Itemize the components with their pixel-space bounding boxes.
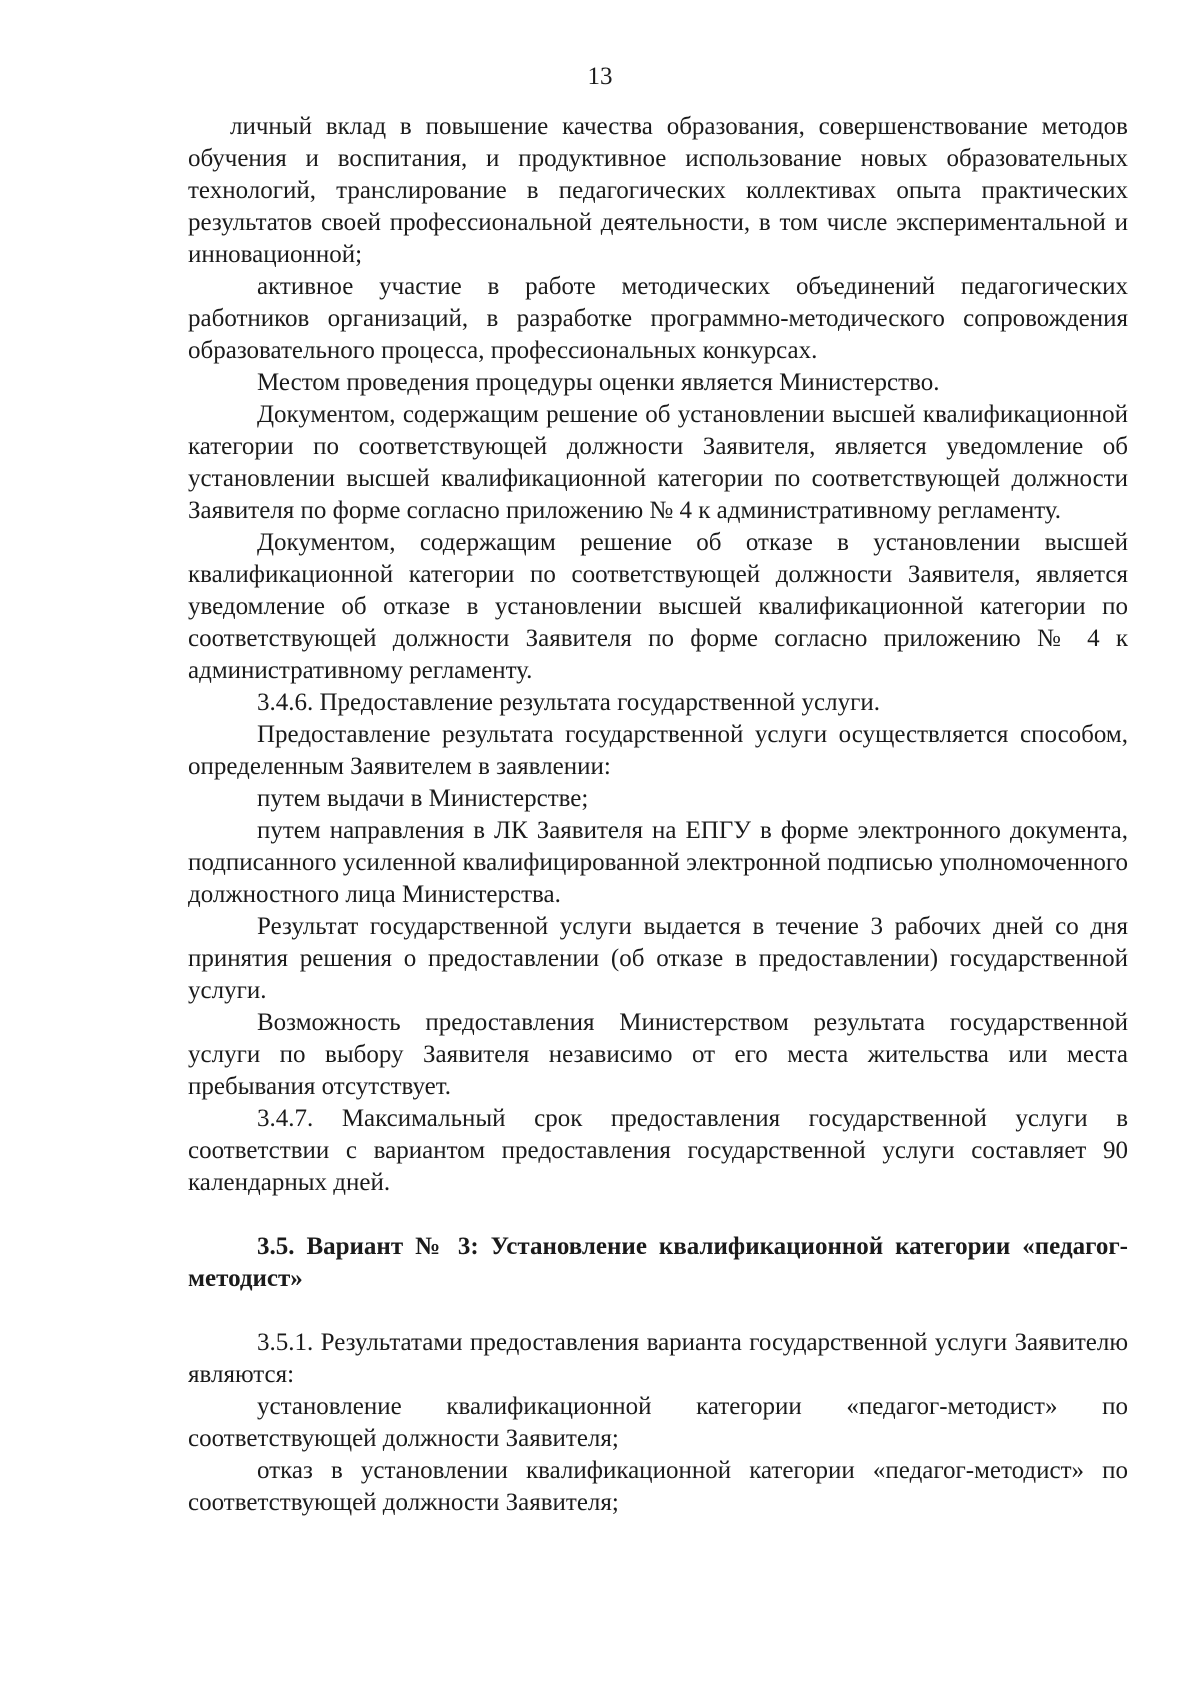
document-body: [188, 111, 1128, 1519]
paragraph: Возможность предоставления Министерством результата государственной услуги по выбору Заявителя независимо от его места жительства или места пребывания отсутствует.: [188, 1009, 1128, 1100]
paragraph: Документом, содержащим решение об установлении высшей квалификационной категории по соответствующей должности Заявителя, является уведомление об установлении высшей квалификационной категории по соответствующей должности Заявителя по форме согласно приложению № 4 к административному регламенту.: [188, 401, 1128, 524]
paragraph: активное участие в работе методических объединений педагогических работников организаций, в разработке программно-методического сопровождения образовательного процесса, профессиональных конкурсах.: [188, 273, 1128, 364]
paragraph: Документом, содержащим решение об отказе в установлении высшей квалификационной категории по соответствующей должности Заявителя, является уведомление об отказе в установлении высшей квалификационной категории по соответствующей должности Заявителя по форме согласно приложению № 4 к административному регламенту.: [188, 529, 1128, 684]
paragraph: 3.5.1. Результатами предоставления варианта государственной услуги Заявителю являются:: [188, 1329, 1128, 1388]
paragraph: Местом проведения процедуры оценки является Министерство.: [257, 369, 940, 396]
paragraph: личный вклад в повышение качества образования, совершенствование методов обучения и воспитания, и продуктивное использование новых образовательных технологий, транслирование в педагогических коллективах опыта практических результатов своей профессиональной деятельности, в том числе экспериментальной и инновационной;: [188, 113, 1128, 268]
paragraph: путем направления в ЛК Заявителя на ЕПГУ в форме электронного документа, подписанного усиленной квалифицированной электронной подписью уполномоченного должностного лица Министерства.: [188, 817, 1128, 908]
paragraph: установление квалификационной категории «педагог-методист» по соответствующей должности Заявителя;: [188, 1393, 1128, 1452]
page-number: 13: [587, 63, 613, 90]
paragraph: отказ в установлении квалификационной категории «педагог-методист» по соответствующей должности Заявителя;: [188, 1457, 1128, 1516]
paragraph: Предоставление результата государственной услуги осуществляется способом, определенным Заявителем в заявлении:: [188, 721, 1128, 780]
paragraph: 3.4.6. Предоставление результата государственной услуги.: [257, 689, 880, 716]
paragraph: Результат государственной услуги выдается в течение 3 рабочих дней со дня принятия решения о предоставлении (об отказе в предоставлении) государственной услуги.: [188, 913, 1128, 1004]
section-heading: 3.5. Вариант № 3: Установление квалификационной категории «педагог-методист»: [188, 1233, 1128, 1292]
paragraph: 3.4.7. Максимальный срок предоставления государственной услуги в соответствии с вариантом предоставления государственной услуги составляет 90 календарных дней.: [188, 1105, 1128, 1196]
paragraph: путем выдачи в Министерстве;: [257, 785, 589, 812]
